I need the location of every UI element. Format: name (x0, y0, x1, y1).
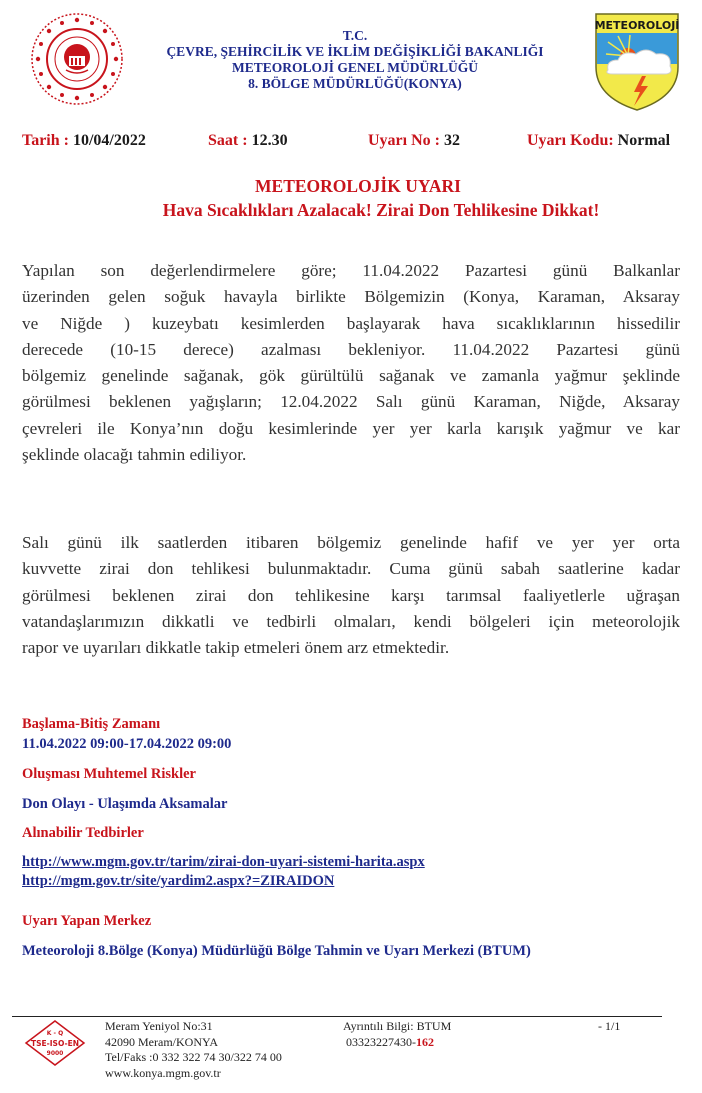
issuing-center-label: Uyarı Yapan Merkez (22, 913, 152, 929)
paragraph-line: görülmesi beklenen zirai don tehlikesine karşı tarımsal faaliyetlerle uğraşan (22, 585, 680, 605)
tse-iso-badge (24, 1019, 86, 1067)
measures-label: Alınabilir Tedbirler (22, 825, 144, 841)
frost-map-link[interactable]: http://www.mgm.gov.tr/tarim/zirai-don-uyari-sistemi-harita.aspx (22, 854, 425, 870)
paragraph-line: rapor ve uyarıları dikkatle takip etmeleri önem arz etmektedir. (22, 638, 450, 658)
period-value: 11.04.2022 09:00-17.04.2022 09:00 (22, 736, 232, 752)
address-line: Meram Yeniyol No:31 (105, 1019, 213, 1033)
paragraph-line: çevreleri ile Konya’nın doğu kesimlerinde yer yer karla karışık yağmur ve kar (22, 418, 680, 438)
date-field (22, 132, 146, 150)
header-line-region: 8. BÖLGE MÜDÜRLÜĞÜ(KONYA) (248, 76, 462, 91)
paragraph-line: bölgemiz genelinde sağanak, gök gürültülü sağanak ve zamanla yağmur şeklinde (22, 366, 680, 386)
paragraph-line: şeklinde olacağı tahmin ediliyor. (22, 445, 247, 465)
paragraph-line: Salı günü ilk saatlerden itibaren bölgemiz genelinde hafif ve yer yer orta (22, 533, 680, 552)
info-extension: 162 (416, 1034, 434, 1049)
risks-value: Don Olayı - Ulaşımda Aksamalar (22, 796, 228, 812)
svg-text:9000: 9000 (46, 1050, 64, 1057)
info-label: Ayrıntılı Bilgi: BTUM (343, 1019, 452, 1033)
phone-fax: Tel/Faks :0 332 322 74 30/322 74 00 (105, 1050, 282, 1064)
footer-address (105, 1019, 282, 1081)
date-value: 10/04/2022 (72, 132, 146, 149)
address-line: 42090 Meram/KONYA (105, 1034, 218, 1049)
paragraph-line: görülmesi beklenen yağışların; 12.04.2022 Salı günü Karaman, Niğde, Aksaray (22, 392, 680, 412)
header-line-ministry: ÇEVRE, ŞEHİRCİLİK VE İKLİM DEĞİŞİKLİĞİ BAKANLIĞI (166, 44, 544, 59)
paragraph-frost-warning (22, 530, 680, 661)
period-label: Başlama-Bitiş Zamanı (22, 716, 161, 732)
time-label: Saat : (208, 132, 248, 149)
warning-title: METEOROLOJİK UYARI (255, 176, 461, 196)
info-phone-line (343, 1035, 451, 1051)
link-frost-help (22, 873, 334, 890)
warning-code-field (527, 132, 670, 150)
meteoroloji-shield-logo (594, 12, 680, 112)
warning-number-label: Uyarı No : (368, 132, 440, 149)
svg-text:TSE-ISO-EN: TSE-ISO-EN (31, 1039, 79, 1048)
warning-code-value: Normal (617, 132, 671, 149)
paragraph-line: derecede (10-15 derece) azalması bekleniyor. 11.04.2022 Pazartesi günü (22, 339, 680, 359)
paragraph-line: Yapılan son değerlendirmelere göre; 11.04.2022 Pazartesi günü Balkanlar (22, 261, 680, 280)
footer-info (343, 1019, 451, 1050)
issuing-center-value: Meteoroloji 8.Bölge (Konya) Müdürlüğü Bölge Tahmin ve Uyarı Merkezi (BTUM) (22, 943, 531, 959)
time-value: 12.30 (251, 132, 288, 149)
date-label: Tarih : (22, 132, 69, 149)
info-phone: 03323227430- (346, 1034, 416, 1049)
footer-divider (12, 1016, 662, 1017)
warning-code-label: Uyarı Kodu: (527, 132, 614, 149)
frost-help-link[interactable]: http://mgm.gov.tr/site/yardim2.aspx?=ZIRAIDON (22, 873, 335, 889)
paragraph-line: vatandaşlarımızın dikkatli ve tedbirli olmaları, kendi bölgeleri için meteorolojik (22, 611, 680, 631)
paragraph-line: ve Niğde ) kuzeybatı kesimlerden başlayarak hava sıcaklıklarının hissedilir (22, 313, 680, 333)
risks-label: Oluşması Muhtemel Riskler (22, 766, 196, 782)
ministry-seal-logo (30, 12, 124, 106)
ministry-header (120, 28, 590, 92)
warning-number-field (368, 132, 460, 150)
svg-text:K - Q: K - Q (46, 1030, 64, 1037)
page-number: - 1/1 (598, 1019, 621, 1033)
paragraph-line: üzerinden gelen soğuk havayla birlikte Bölgemizin (Konya, Karaman, Aksaray (22, 287, 680, 307)
svg-text:METEOROLOJİ: METEOROLOJİ (594, 19, 680, 32)
header-line-directorate: METEOROLOJİ GENEL MÜDÜRLÜĞÜ (231, 60, 479, 75)
warning-subtitle: Hava Sıcaklıkları Azalacak! Zirai Don Tehlikesine Dikkat! (162, 200, 600, 220)
time-field (208, 132, 288, 150)
header-line-tc: T.C. (342, 28, 368, 43)
website: www.konya.mgm.gov.tr (105, 1065, 221, 1080)
warning-number-value: 32 (443, 132, 460, 149)
paragraph-line: kuvvette zirai don tehlikesi bulunmaktadır. Cuma günü sabah saatlerine kadar (22, 559, 680, 579)
link-frost-map (22, 854, 425, 871)
paragraph-forecast (22, 258, 680, 468)
